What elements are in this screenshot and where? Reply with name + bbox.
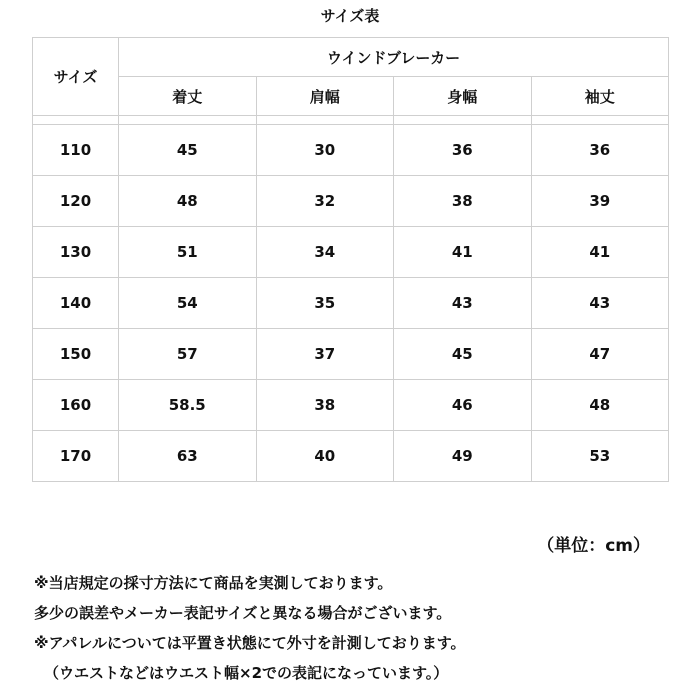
table-row bbox=[33, 227, 669, 278]
value-cell: 49 bbox=[394, 431, 532, 482]
note-line: ※アパレルについては平置き状態にて外寸を計測しております。 bbox=[34, 634, 466, 652]
header-row-group bbox=[33, 38, 669, 77]
value-cell: 30 bbox=[256, 125, 394, 176]
table-row bbox=[33, 431, 669, 482]
size-cell: 110 bbox=[33, 125, 119, 176]
value-cell: 41 bbox=[531, 227, 669, 278]
table-row bbox=[33, 380, 669, 431]
size-table bbox=[32, 37, 669, 482]
value-cell: 47 bbox=[531, 329, 669, 380]
value-cell: 38 bbox=[394, 176, 532, 227]
spacer-cell bbox=[256, 116, 394, 125]
value-cell: 46 bbox=[394, 380, 532, 431]
value-cell: 32 bbox=[256, 176, 394, 227]
value-cell: 35 bbox=[256, 278, 394, 329]
value-cell: 37 bbox=[256, 329, 394, 380]
note-line: 多少の誤差やメーカー表記サイズと異なる場合がございます。 bbox=[34, 604, 452, 622]
unit-label: （単位：cm） bbox=[537, 536, 650, 556]
table-row bbox=[33, 278, 669, 329]
table-row bbox=[33, 176, 669, 227]
note-line: （ウエストなどはウエスト幅×2での表記になっています。） bbox=[44, 664, 449, 682]
size-cell: 140 bbox=[33, 278, 119, 329]
value-cell: 58.5 bbox=[119, 380, 257, 431]
notes-section bbox=[34, 568, 674, 688]
size-column-header: サイズ bbox=[33, 38, 119, 116]
value-cell: 39 bbox=[531, 176, 669, 227]
column-header-chest: 身幅 bbox=[394, 77, 532, 116]
spacer-cell bbox=[119, 116, 257, 125]
column-header-length: 着丈 bbox=[119, 77, 257, 116]
column-header-sleeve: 袖丈 bbox=[531, 77, 669, 116]
value-cell: 51 bbox=[119, 227, 257, 278]
spacer-cell bbox=[33, 116, 119, 125]
spacer-cell bbox=[394, 116, 532, 125]
value-cell: 48 bbox=[531, 380, 669, 431]
size-cell: 130 bbox=[33, 227, 119, 278]
value-cell: 36 bbox=[531, 125, 669, 176]
size-cell: 160 bbox=[33, 380, 119, 431]
value-cell: 43 bbox=[394, 278, 532, 329]
value-cell: 41 bbox=[394, 227, 532, 278]
value-cell: 38 bbox=[256, 380, 394, 431]
value-cell: 63 bbox=[119, 431, 257, 482]
value-cell: 57 bbox=[119, 329, 257, 380]
table-row bbox=[33, 125, 669, 176]
spacer-cell bbox=[531, 116, 669, 125]
note-line: ※当店規定の採寸方法にて商品を実測しております。 bbox=[34, 574, 393, 592]
value-cell: 43 bbox=[531, 278, 669, 329]
header-row-columns bbox=[33, 77, 669, 116]
value-cell: 45 bbox=[119, 125, 257, 176]
value-cell: 45 bbox=[394, 329, 532, 380]
header-spacer-row bbox=[33, 116, 669, 125]
value-cell: 34 bbox=[256, 227, 394, 278]
value-cell: 53 bbox=[531, 431, 669, 482]
page-title: サイズ表 bbox=[320, 7, 380, 25]
size-cell: 120 bbox=[33, 176, 119, 227]
value-cell: 40 bbox=[256, 431, 394, 482]
value-cell: 54 bbox=[119, 278, 257, 329]
value-cell: 48 bbox=[119, 176, 257, 227]
size-cell: 170 bbox=[33, 431, 119, 482]
windbreaker-group-header: ウインドブレーカー bbox=[119, 38, 669, 77]
size-cell: 150 bbox=[33, 329, 119, 380]
column-header-shoulder: 肩幅 bbox=[256, 77, 394, 116]
value-cell: 36 bbox=[394, 125, 532, 176]
table-row bbox=[33, 329, 669, 380]
